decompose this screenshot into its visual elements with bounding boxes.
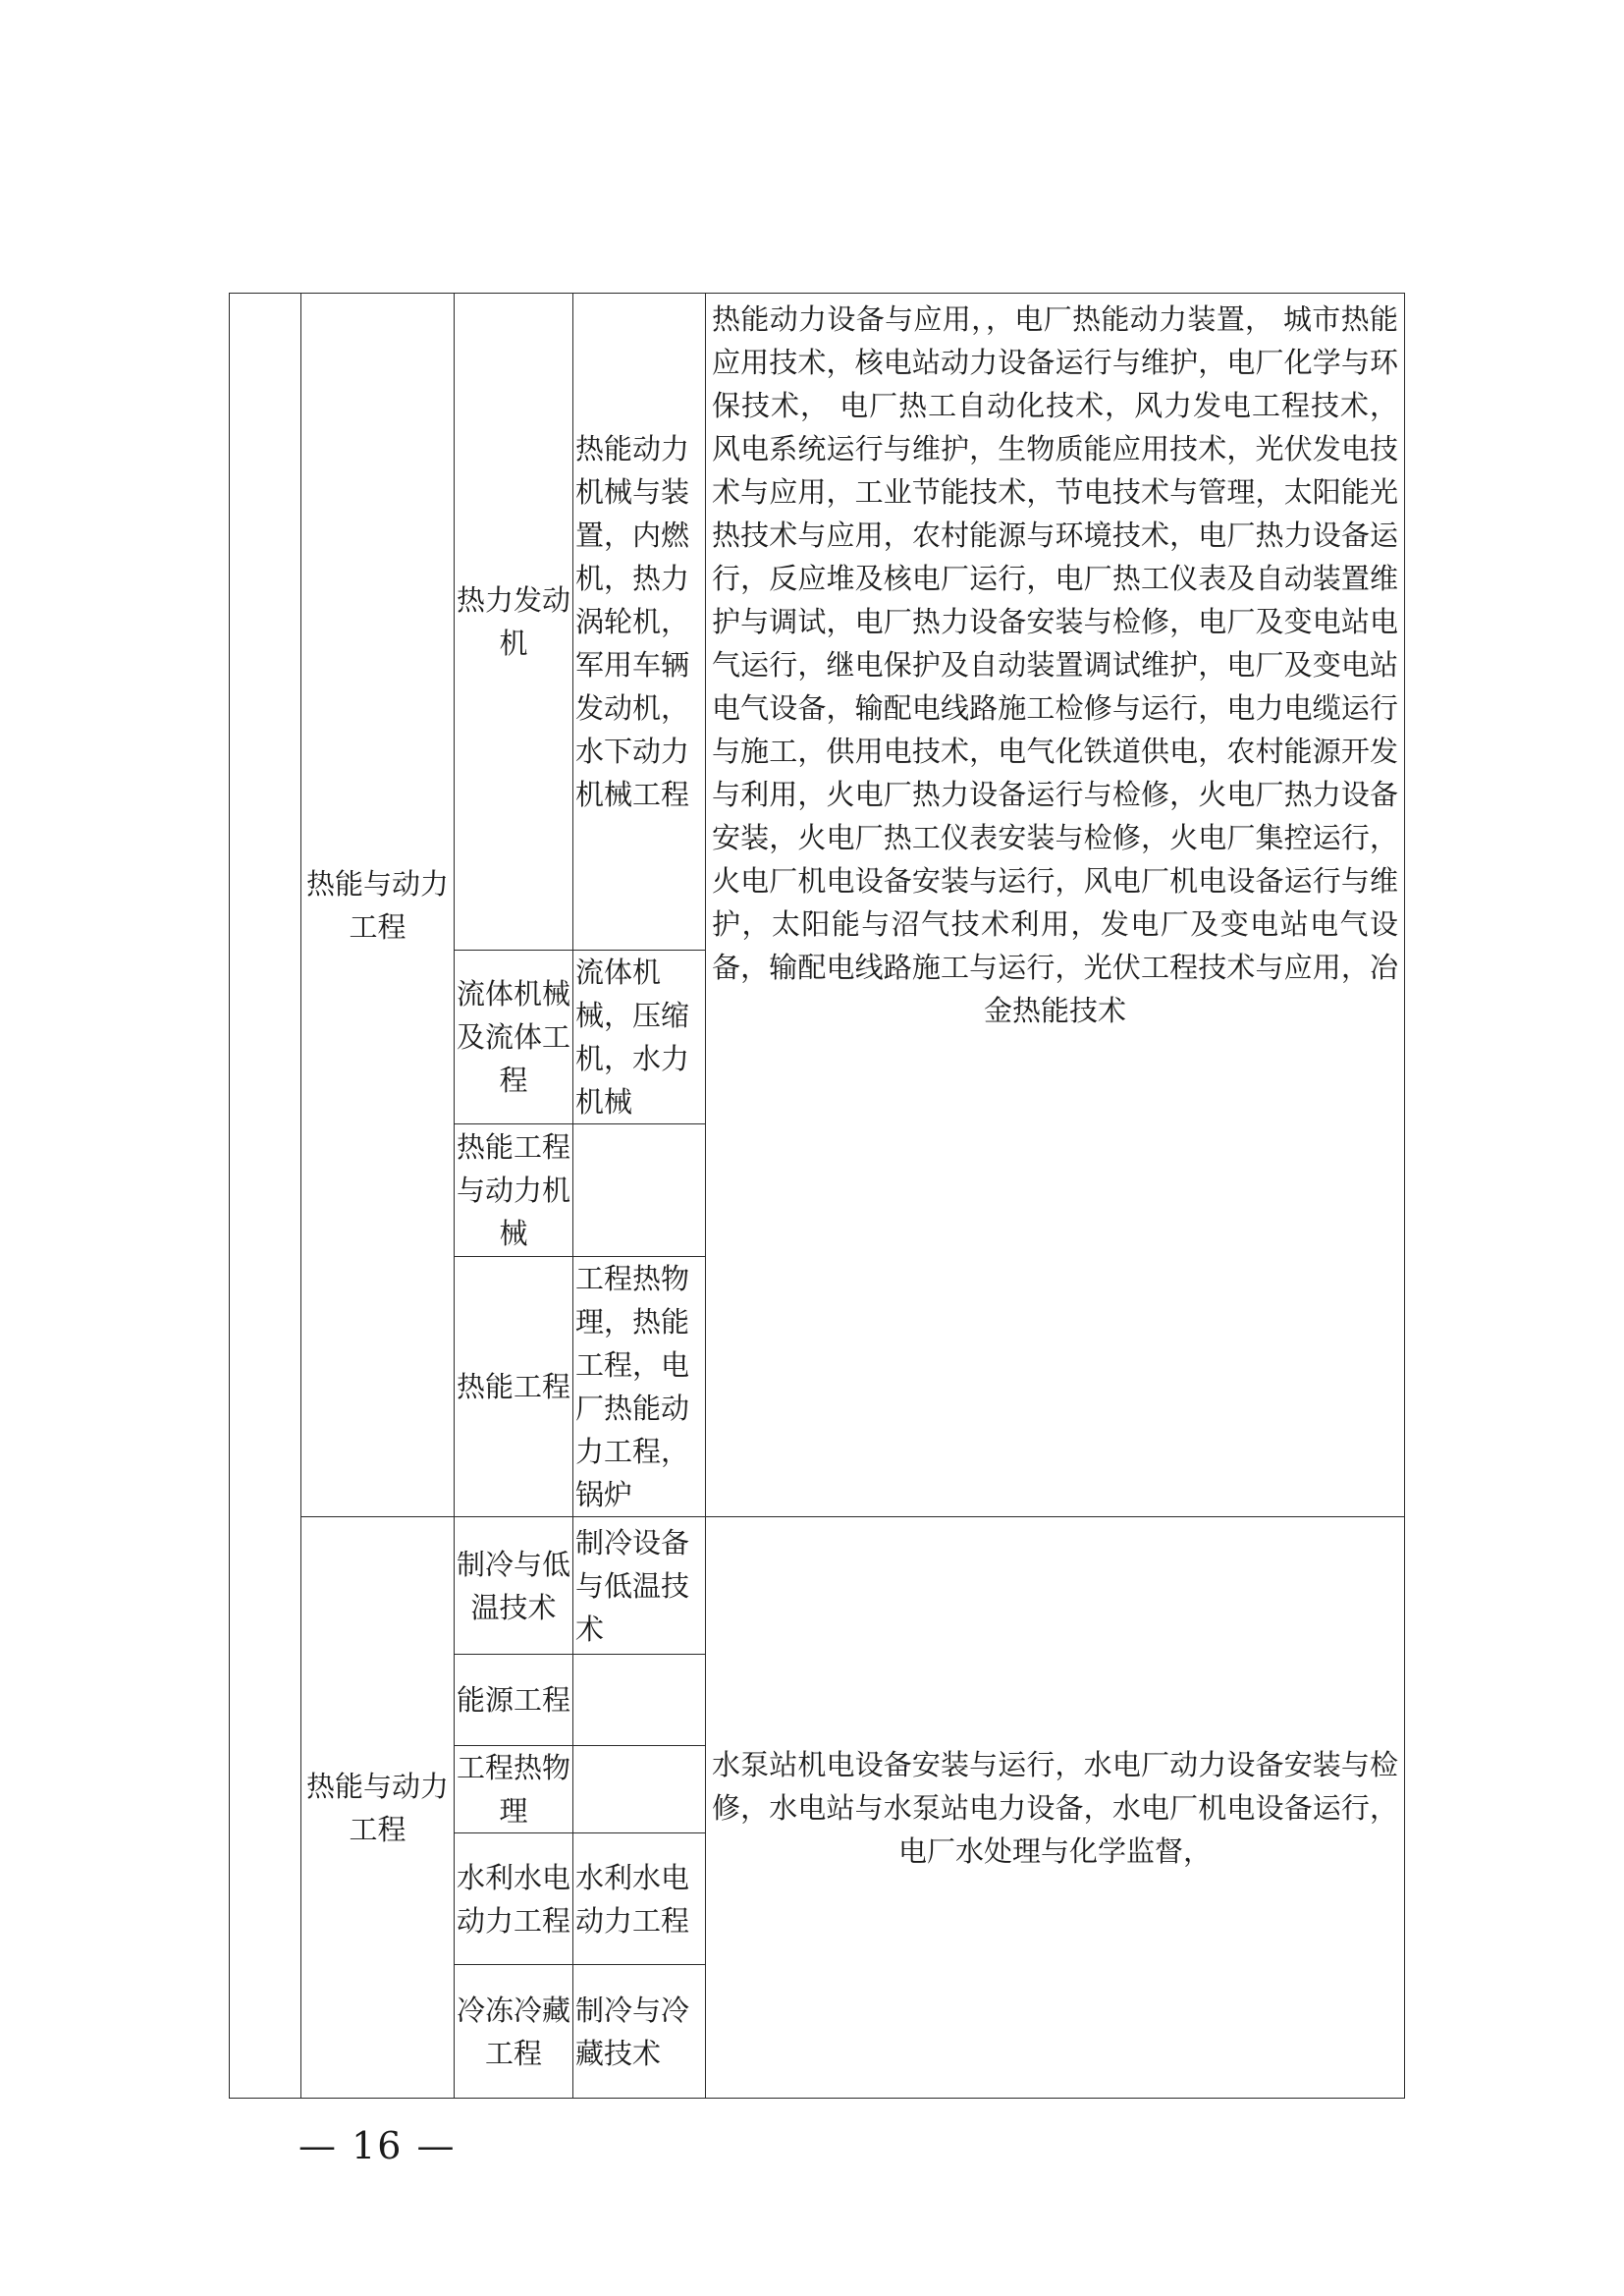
subcategory-cell: 热能工程 [455,1257,573,1517]
subcategory-cell: 冷冻冷藏工程 [455,1965,573,2099]
direction-cell: 水利水电动力工程 [573,1833,706,1965]
subcategory-cell: 热力发动机 [455,294,573,951]
table-row [230,1517,1405,1655]
direction-cell: 制冷与冷藏技术 [573,1965,706,2099]
direction-cell: 工程热物理，热能工程，电厂热能动力工程，锅炉 [573,1257,706,1517]
subcategory-cell: 制冷与低温技术 [455,1517,573,1655]
direction-cell [573,1746,706,1833]
subcategory-cell: 热能工程与动力机械 [455,1124,573,1257]
subcategory-cell: 工程热物理 [455,1746,573,1833]
direction-cell [573,1124,706,1257]
blank-column-cell [230,294,301,2099]
direction-cell: 流体机械，压缩机，水力机械 [573,951,706,1124]
subcategory-cell: 能源工程 [455,1655,573,1746]
page-number: — 16 — [298,2124,457,2167]
major-catalog-table [229,293,1405,2099]
direction-cell: 制冷设备与低温技术 [573,1517,706,1655]
subcategory-cell: 水利水电动力工程 [455,1833,573,1965]
direction-cell [573,1655,706,1746]
direction-cell: 热能动力机械与装置，内燃机，热力涡轮机，军用车辆发动机，水下动力机械工程 [573,294,706,951]
category-cell: 热能与动力工程 [301,1517,455,2099]
subcategory-cell: 流体机械及流体工程 [455,951,573,1124]
table-row [230,294,1405,951]
related-majors-cell: 水泵站机电设备安装与运行，水电厂动力设备安装与检修，水电站与水泵站电力设备，水电厂机电设备运行，电厂水处理与化学监督， [706,1517,1405,2099]
related-majors-cell: 热能动力设备与应用，，电厂热能动力装置， 城市热能应用技术，核电站动力设备运行与维护，电厂化学与环保技术， 电厂热工自动化技术，风力发电工程技术，风电系统运行与维护，生物质能应用技术，光伏发电技术与应用，工业节能技术，节电技术与管理，太阳能光热技术与应用，农村能源与环境技术，电厂热力设备运行，反应堆及核电厂运行，电厂热工仪表及自动装置维护与调试，电厂热力设备安装与检修，电厂及变电站电气运行，继电保护及自动装置调试维护，电厂及变电站电气设备，输配电线路施工检修与运行，电力电缆运行与施工，供用电技术，电气化铁道供电，农村能源开发与利用，火电厂热力设备运行与检修，火电厂热力设备安装，火电厂热工仪表安装与检修，火电厂集控运行， 火电厂机电设备安装与运行，风电厂机电设备运行与维护，太阳能与沼气技术利用，发电厂及变电站电气设备，输配电线路施工与运行，光伏工程技术与应用，冶金热能技术 [706,294,1405,1517]
category-cell: 热能与动力工程 [301,294,455,1517]
